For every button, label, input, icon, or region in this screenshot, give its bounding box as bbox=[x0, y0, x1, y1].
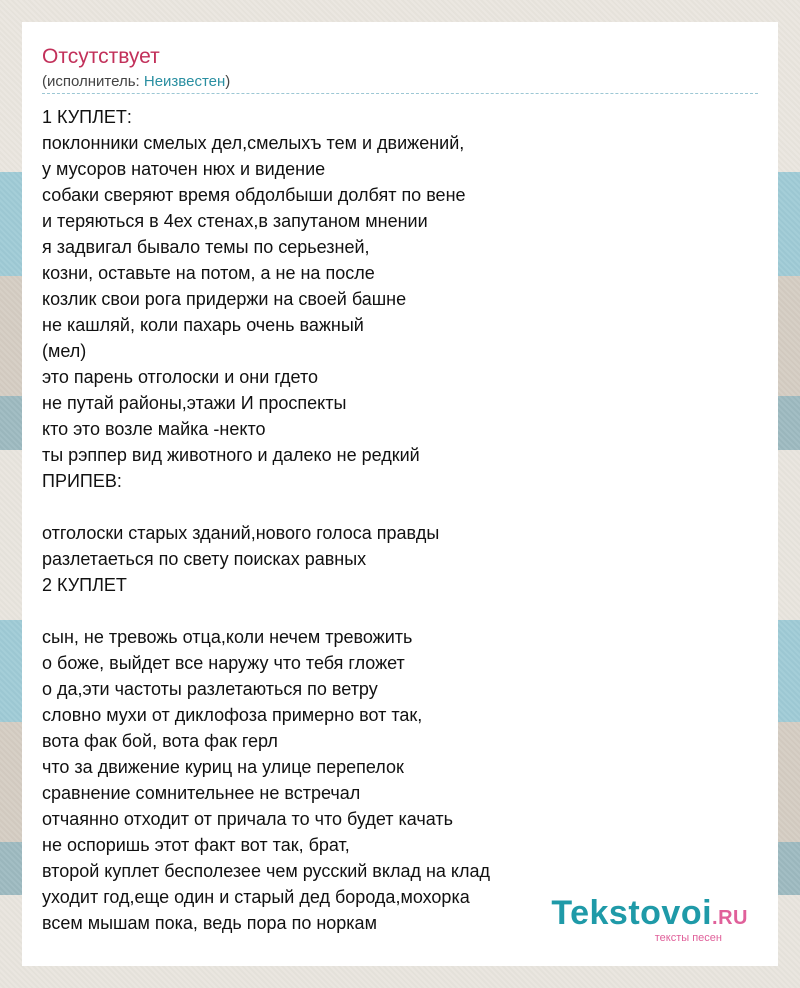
lyrics-card bbox=[22, 22, 778, 966]
lyric-line bbox=[42, 494, 742, 520]
lyric-line: разлетаеться по свету поисках равных bbox=[42, 549, 367, 569]
lyric-line: я задвигал бывало темы по серьезней, bbox=[42, 237, 370, 257]
lyric-line: отчаянно отходит от причала то что будет качать bbox=[42, 809, 454, 829]
lyric-line: (мел) bbox=[42, 341, 87, 361]
logo-tld: .RU bbox=[712, 907, 748, 929]
artist-link[interactable]: Неизвестен bbox=[143, 73, 226, 90]
lyric-line: не оспоришь этот факт вот так, брат, bbox=[42, 835, 350, 855]
lyric-line: всем мышам пока, ведь пора по норкам bbox=[42, 913, 377, 933]
artist-line bbox=[42, 72, 230, 92]
site-logo[interactable] bbox=[551, 895, 748, 944]
lyric-line: что за движение куриц на улице перепелок bbox=[42, 757, 404, 777]
lyric-line: поклонники смелых дел,смелыхъ тем и движений, bbox=[42, 133, 465, 153]
artist-suffix: ) bbox=[225, 73, 231, 90]
lyric-line: о да,эти частоты разлетаються по ветру bbox=[42, 679, 378, 699]
logo-tagline: тексты песен bbox=[654, 932, 722, 944]
lyric-line: козлик свои рога придержи на своей башне bbox=[42, 289, 407, 309]
logo-name: Tekstovoi bbox=[551, 894, 713, 932]
lyric-line: козни, оставьте на потом, а не на после bbox=[42, 263, 375, 283]
lyric-line: 1 КУПЛЕТ: bbox=[42, 107, 132, 127]
lyric-line: отголоски старых зданий,нового голоса правды bbox=[42, 523, 440, 543]
lyric-line: не кашляй, коли пахарь очень важный bbox=[42, 315, 364, 335]
lyric-line: это парень отголоски и они гдето bbox=[42, 367, 319, 387]
lyric-line: второй куплет бесполезее чем русский вклад на клад bbox=[42, 861, 491, 881]
lyric-line: словно мухи от диклофоза примерно вот так, bbox=[42, 705, 423, 725]
lyric-line: не путай районы,этажи И проспекты bbox=[42, 393, 347, 413]
lyric-line bbox=[42, 598, 742, 624]
lyric-line: сравнение сомнительнее не встречал bbox=[42, 783, 361, 803]
lyric-line: уходит год,еще один и старый дед борода,мохорка bbox=[42, 887, 470, 907]
lyric-line: и теряються в 4ех стенах,в запутаном мнении bbox=[42, 211, 428, 231]
artist-prefix: (исполнитель: bbox=[42, 73, 144, 90]
lyric-line: у мусоров наточен нюх и видение bbox=[42, 159, 326, 179]
lyric-line: собаки сверяют время обдолбыши долбят по вене bbox=[42, 185, 466, 205]
lyric-line: ты рэппер вид животного и далеко не редкий bbox=[42, 445, 420, 465]
lyric-line: кто это возле майка -некто bbox=[42, 419, 266, 439]
song-title: Отсутствует bbox=[42, 45, 160, 68]
lyric-line: о боже, выйдет все наружу что тебя гложет bbox=[42, 653, 405, 673]
lyric-line: сын, не тревожь отца,коли нечем тревожить bbox=[42, 627, 413, 647]
lyric-line: 2 КУПЛЕТ bbox=[42, 575, 127, 595]
lyrics-text bbox=[42, 104, 742, 936]
lyric-line: вота фак бой, вота фак герл bbox=[42, 731, 278, 751]
title-divider bbox=[42, 93, 758, 94]
lyric-line: ПРИПЕВ: bbox=[42, 471, 122, 491]
